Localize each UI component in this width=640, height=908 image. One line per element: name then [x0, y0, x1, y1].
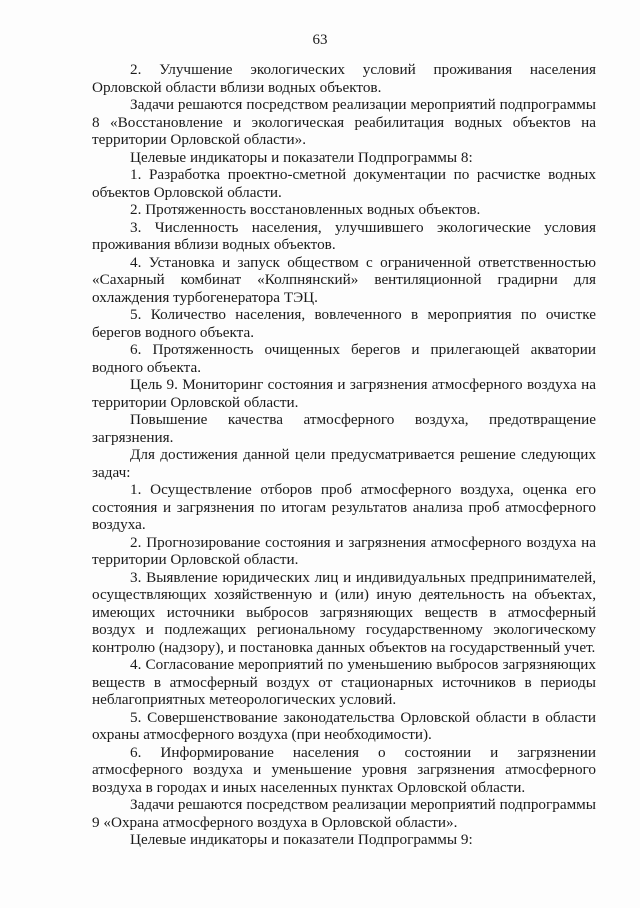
paragraph: Цель 9. Мониторинг состояния и загрязнения атмосферного воздуха на территории Орловской области. [92, 376, 596, 411]
paragraph: 3. Выявление юридических лиц и индивидуальных предпринимателей, осуществляющих хозяйственную и (или) иную деятельность на объектах, имеющих источники выбросов загрязняющих веществ в атмосферный воздух и подлежащих региональному государственному экологическому контролю (надзору), и постановка данных объектов на государственный учет. [92, 568, 596, 656]
paragraph: 2. Протяженность восстановленных водных объектов. [130, 201, 481, 218]
paragraph: 6. Протяженность очищенных берегов и прилегающей акватории водного объекта. [92, 341, 596, 376]
page-number: 63 [312, 32, 328, 48]
paragraph: 2. Прогнозирование состояния и загрязнения атмосферного воздуха на территории Орловской области. [92, 533, 596, 568]
paragraph: 1. Разработка проектно-сметной документации по расчистке водных объектов Орловской области. [92, 166, 596, 201]
paragraph: Целевые индикаторы и показатели Подпрограммы 8: [130, 148, 473, 166]
paragraph: Целевые индикаторы и показатели Подпрограммы 9: [130, 831, 473, 848]
document-body [92, 61, 596, 849]
paragraph: 4. Установка и запуск обществом с ограниченной ответственностью «Сахарный комбинат «Колпнянский» вентиляционной градирни для охлаждения турбогенератора ТЭЦ. [92, 253, 596, 306]
paragraph: 2. Улучшение экологических условий проживания населения Орловской области вблизи водных объектов. [92, 61, 596, 96]
paragraph: 6. Информирование населения о состоянии и загрязнении атмосферного воздуха и уменьшение уровня загрязнения атмосферного воздуха в городах и иных населенных пунктах Орловской области. [92, 743, 596, 796]
paragraph: 4. Согласование мероприятий по уменьшению выбросов загрязняющих веществ в атмосферный воздух от стационарных источников в периоды неблагоприятных метеорологических условий. [92, 656, 596, 708]
paragraph: 5. Количество населения, вовлеченного в мероприятия по очистке берегов водного объекта. [92, 306, 596, 341]
paragraph: 5. Совершенствование законодательства Орловской области в области охраны атмосферного воздуха (при необходимости). [92, 708, 596, 743]
paragraph: Задачи решаются посредством реализации мероприятий подпрограммы 8 «Восстановление и экологическая реабилитация водных объектов на территории Орловской области». [92, 96, 596, 148]
paragraph: Для достижения данной цели предусматривается решение следующих задач: [92, 446, 596, 481]
paragraph: Повышение качества атмосферного воздуха, предотвращение загрязнения. [92, 411, 596, 446]
paragraph: Задачи решаются посредством реализации мероприятий подпрограммы 9 «Охрана атмосферного воздуха в Орловской области». [92, 796, 596, 831]
paragraph: 1. Осуществление отборов проб атмосферного воздуха, оценка его состояния и загрязнения по итогам результатов анализа проб атмосферного воздуха. [92, 481, 596, 533]
paragraph: 3. Численность населения, улучшившего экологические условия проживания вблизи водных объектов. [92, 218, 596, 253]
